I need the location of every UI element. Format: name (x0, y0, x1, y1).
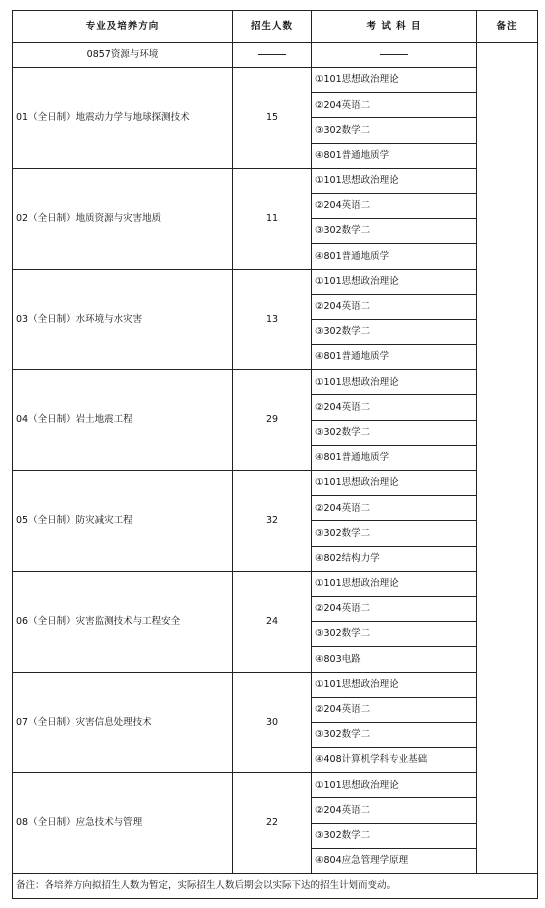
header-row (13, 11, 538, 43)
subject-cell: ①101思想政治理论 (312, 168, 477, 193)
header-count: 招生人数 (233, 11, 312, 43)
subject-cell: ④801普通地质学 (312, 244, 477, 269)
program-count-dash (258, 54, 286, 55)
subject-cell: ②204英语二 (312, 395, 477, 420)
major-cell: 03（全日制）水环境与水灾害 (13, 269, 233, 370)
header-major: 专业及培养方向 (13, 11, 233, 43)
subject-cell: ①101思想政治理论 (312, 269, 477, 294)
footnote: 备注：各培养方向拟招生人数为暂定，实际招生人数后期会以实际下达的招生计划而变动。 (13, 874, 538, 899)
subject-cell: ②204英语二 (312, 596, 477, 621)
subject-cell: ①101思想政治理论 (312, 68, 477, 93)
subject-cell: ②204英语二 (312, 798, 477, 823)
table-row (13, 773, 538, 798)
count-cell: 29 (233, 370, 312, 471)
subject-cell: ①101思想政治理论 (312, 773, 477, 798)
count-cell: 32 (233, 471, 312, 572)
table-row (13, 672, 538, 697)
subject-cell: ③302数学二 (312, 420, 477, 445)
count-cell: 11 (233, 168, 312, 269)
count-cell: 30 (233, 672, 312, 773)
count-cell: 13 (233, 269, 312, 370)
subject-cell: ①101思想政治理论 (312, 471, 477, 496)
subject-cell: ④801普通地质学 (312, 143, 477, 168)
header-notes: 备注 (477, 11, 538, 43)
footnote-row (13, 874, 538, 899)
subject-cell: ④804应急管理学原理 (312, 848, 477, 873)
count-cell: 22 (233, 773, 312, 874)
notes-cell (477, 43, 538, 874)
table-row (13, 68, 538, 93)
count-cell: 15 (233, 68, 312, 169)
admissions-table (12, 10, 538, 899)
subject-cell: ④801普通地质学 (312, 345, 477, 370)
major-cell: 06（全日制）灾害监测技术与工程安全 (13, 571, 233, 672)
table-body (13, 43, 538, 874)
subject-cell: ③302数学二 (312, 219, 477, 244)
major-cell: 08（全日制）应急技术与管理 (13, 773, 233, 874)
major-cell: 05（全日制）防灾减灾工程 (13, 471, 233, 572)
program-subjects (312, 43, 477, 68)
subject-cell: ③302数学二 (312, 521, 477, 546)
subject-cell: ③302数学二 (312, 823, 477, 848)
subject-cell: ②204英语二 (312, 294, 477, 319)
table-row (13, 370, 538, 395)
subject-cell: ④802结构力学 (312, 546, 477, 571)
table-row (13, 571, 538, 596)
subject-cell: ③302数学二 (312, 118, 477, 143)
table-row (13, 471, 538, 496)
subject-cell: ①101思想政治理论 (312, 672, 477, 697)
subject-cell: ④408计算机学科专业基础 (312, 748, 477, 773)
subject-cell: ④803电路 (312, 647, 477, 672)
subject-cell: ④801普通地质学 (312, 445, 477, 470)
subject-cell: ③302数学二 (312, 319, 477, 344)
major-cell: 04（全日制）岩土地震工程 (13, 370, 233, 471)
table-row (13, 168, 538, 193)
subject-cell: ①101思想政治理论 (312, 571, 477, 596)
major-cell: 02（全日制）地质资源与灾害地质 (13, 168, 233, 269)
program-row (13, 43, 538, 68)
subject-cell: ①101思想政治理论 (312, 370, 477, 395)
program-name: 0857资源与环境 (13, 43, 233, 68)
program-subjects-dash (380, 54, 408, 55)
major-cell: 07（全日制）灾害信息处理技术 (13, 672, 233, 773)
table-row (13, 269, 538, 294)
subject-cell: ③302数学二 (312, 722, 477, 747)
major-cell: 01（全日制）地震动力学与地球探测技术 (13, 68, 233, 169)
subject-cell: ②204英语二 (312, 93, 477, 118)
program-count (233, 43, 312, 68)
subject-cell: ②204英语二 (312, 193, 477, 218)
header-subjects: 考 试 科 目 (312, 11, 477, 43)
subject-cell: ③302数学二 (312, 622, 477, 647)
count-cell: 24 (233, 571, 312, 672)
subject-cell: ②204英语二 (312, 697, 477, 722)
subject-cell: ②204英语二 (312, 496, 477, 521)
